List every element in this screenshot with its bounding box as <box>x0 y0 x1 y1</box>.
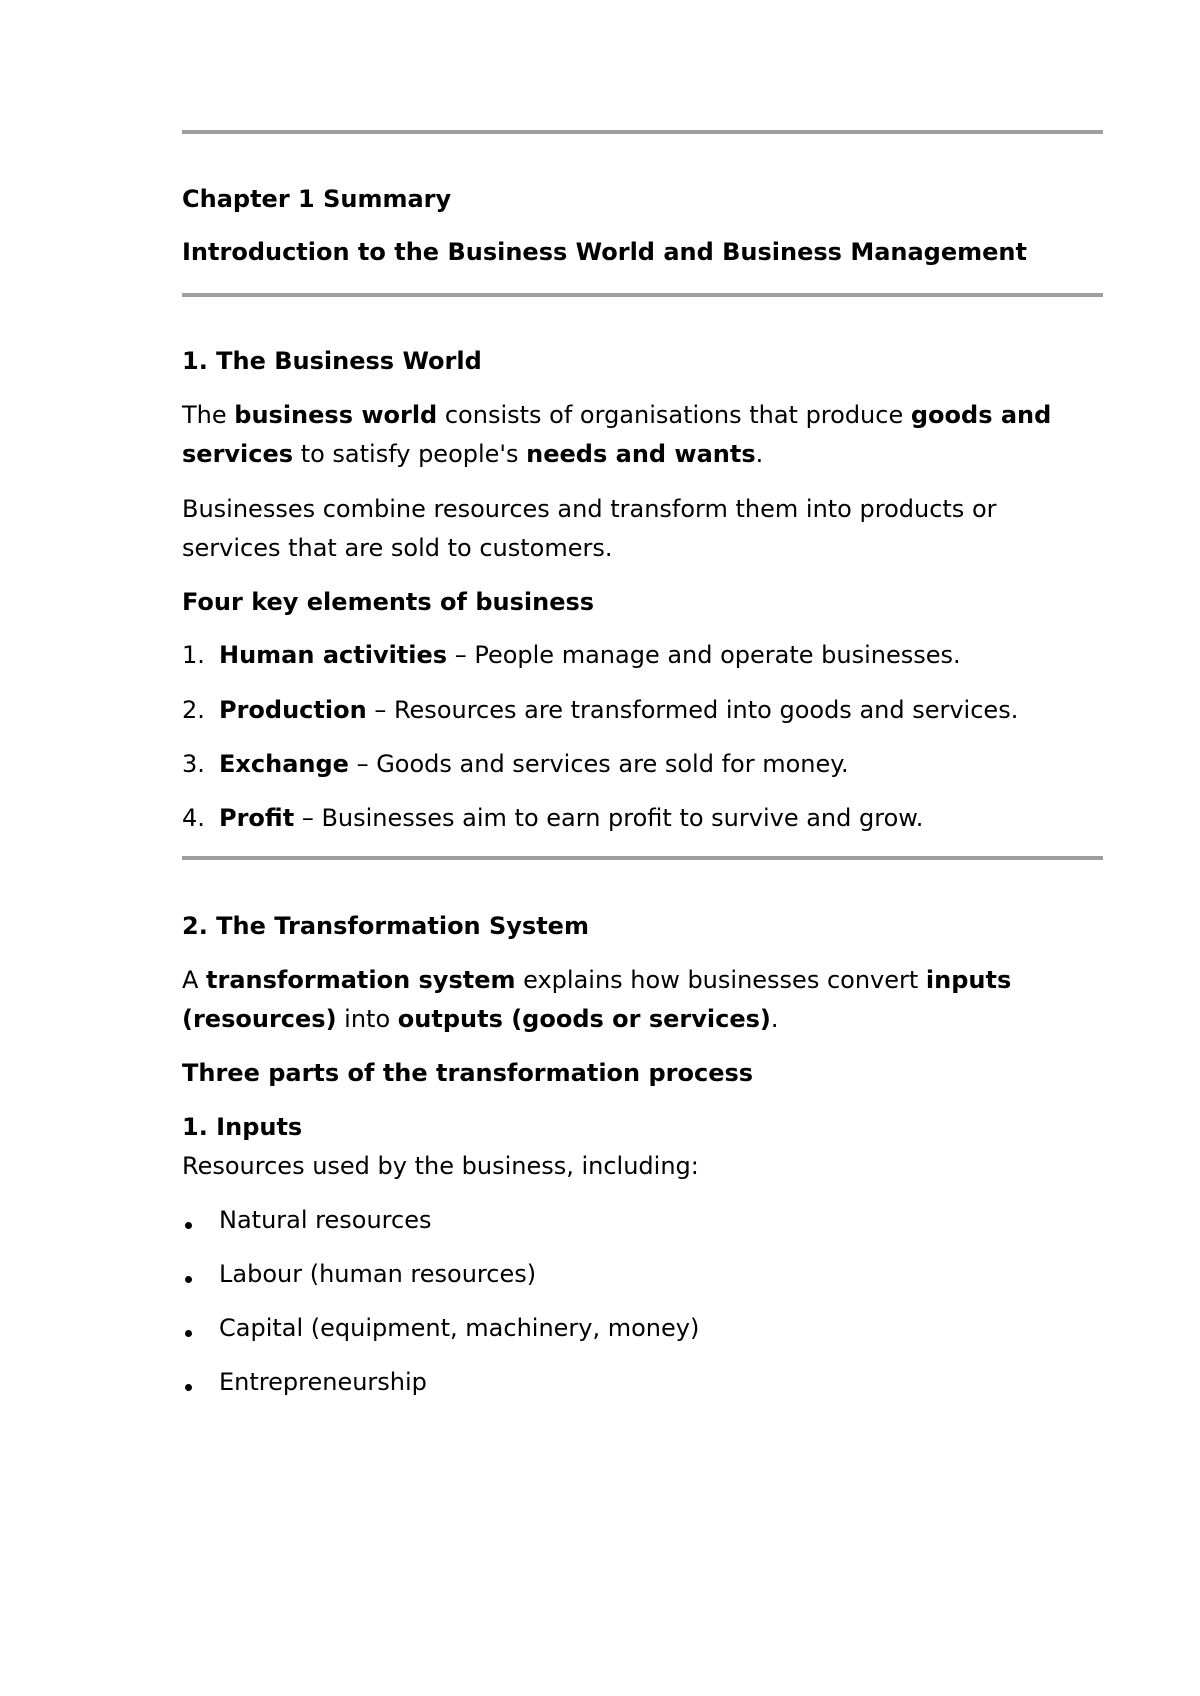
document-title: Introduction to the Business World and Business Management <box>182 238 1027 266</box>
subheading-three-parts: Three parts of the transformation process <box>182 1059 754 1087</box>
list-number: 2. <box>182 696 205 724</box>
bold-term: transformation system <box>206 966 516 994</box>
list-item <box>219 803 923 833</box>
list-number: 1. <box>182 641 205 669</box>
paragraph-line <box>182 439 763 469</box>
bullet-icon <box>185 1330 192 1337</box>
list-item <box>219 695 1018 725</box>
text-run: – People manage and operate businesses. <box>447 641 961 669</box>
paragraph-line: services that are sold to customers. <box>182 534 613 562</box>
inputs-intro: Resources used by the business, including: <box>182 1152 699 1180</box>
text-run: to satisfy people's <box>293 440 527 468</box>
list-item <box>219 749 849 779</box>
text-run: – Businesses aim to earn profit to survive and grow. <box>294 804 924 832</box>
document-page <box>182 0 1103 1696</box>
horizontal-rule <box>182 856 1103 860</box>
text-run: . <box>755 440 764 468</box>
section-heading-business-world: 1. The Business World <box>182 347 482 375</box>
bold-term: Profit <box>219 804 295 832</box>
bold-term: needs and wants <box>526 440 756 468</box>
paragraph-line <box>182 965 1011 995</box>
bold-term: Production <box>219 696 367 724</box>
list-item: Natural resources <box>219 1206 432 1234</box>
text-run: into <box>336 1005 398 1033</box>
horizontal-rule <box>182 293 1103 297</box>
section-heading-transformation-system: 2. The Transformation System <box>182 912 589 940</box>
paragraph-line <box>182 400 1051 430</box>
paragraph-line: Businesses combine resources and transform them into products or <box>182 495 997 523</box>
text-run: – Goods and services are sold for money. <box>348 750 849 778</box>
bold-term: business world <box>234 401 438 429</box>
text-run: A <box>182 966 207 994</box>
bold-term: Exchange <box>219 750 349 778</box>
text-run: – Resources are transformed into goods and services. <box>366 696 1019 724</box>
subheading-four-elements: Four key elements of business <box>182 588 595 616</box>
subheading-inputs: 1. Inputs <box>182 1113 303 1141</box>
chapter-label: Chapter 1 Summary <box>182 185 452 213</box>
bullet-icon <box>185 1276 192 1283</box>
list-item: Capital (equipment, machinery, money) <box>219 1314 700 1342</box>
bold-term: outputs (goods or services) <box>397 1005 771 1033</box>
list-item: Labour (human resources) <box>219 1260 537 1288</box>
list-number: 3. <box>182 750 205 778</box>
text-run: explains how businesses convert <box>515 966 926 994</box>
bold-term: (resources) <box>182 1005 337 1033</box>
bullet-icon <box>185 1384 192 1391</box>
horizontal-rule <box>182 130 1103 134</box>
bold-term: goods and <box>910 401 1052 429</box>
bold-term: services <box>182 440 294 468</box>
bullet-icon <box>185 1222 192 1229</box>
list-number: 4. <box>182 804 205 832</box>
bold-term: inputs <box>925 966 1012 994</box>
paragraph-line <box>182 1004 779 1034</box>
text-run: The <box>182 401 235 429</box>
bold-term: Human activities <box>219 641 448 669</box>
text-run: consists of organisations that produce <box>437 401 911 429</box>
text-run: . <box>770 1005 779 1033</box>
list-item <box>219 640 961 670</box>
list-item: Entrepreneurship <box>219 1368 427 1396</box>
